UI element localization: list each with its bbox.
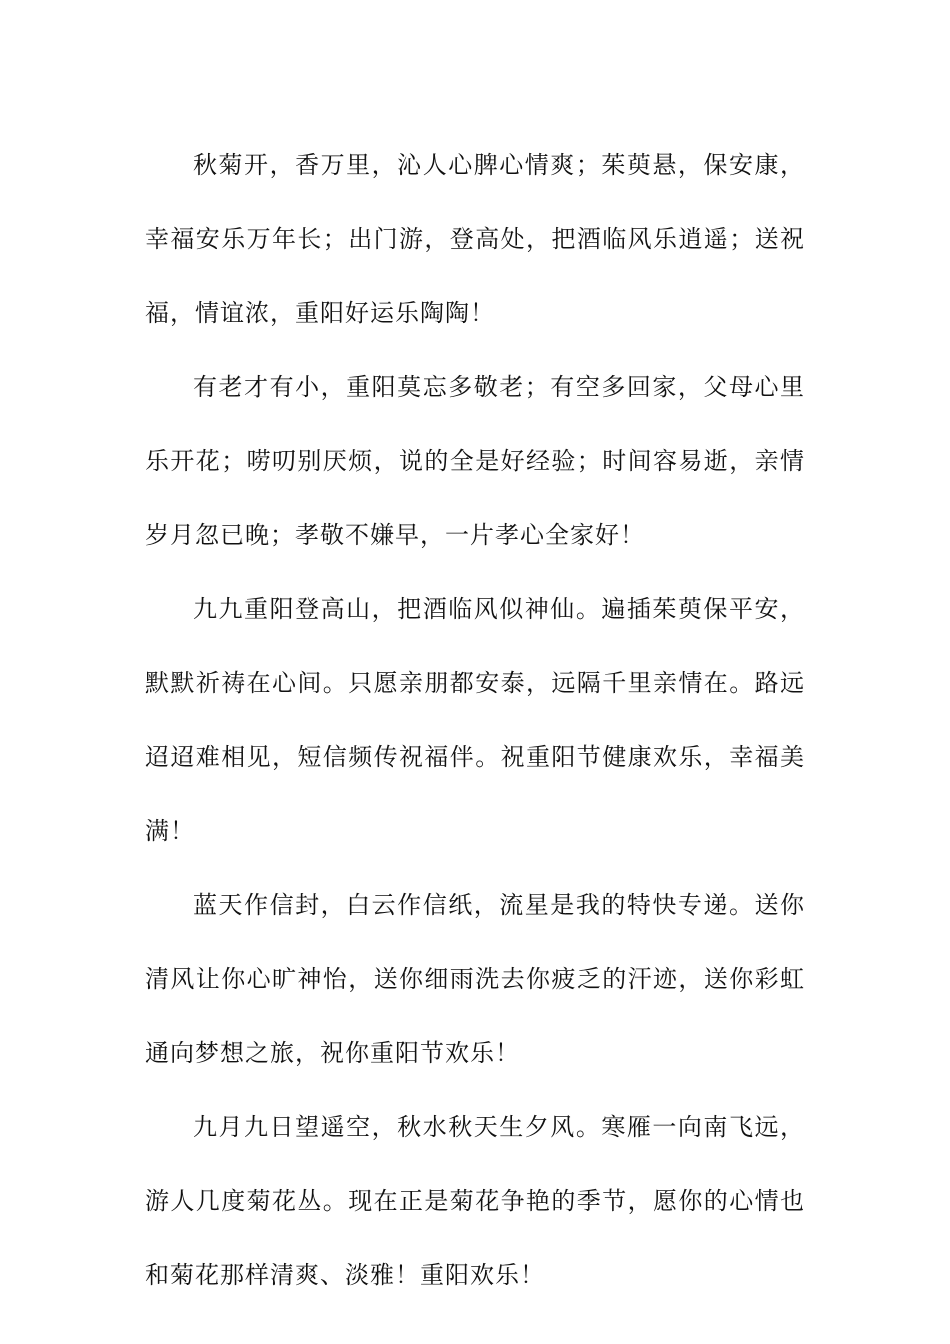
paragraph-2: 有老才有小，重阳莫忘多敬老；有空多回家，父母心里乐开花；唠叨别厌烦，说的全是好经验；时间容易逝，亲情岁月忽已晚；孝敬不嫌早，一片孝心全家好！ — [145, 373, 805, 549]
paragraph-1: 秋菊开，香万里，沁人心脾心情爽；茱萸悬，保安康，幸福安乐万年长；出门游，登高处，把酒临风乐逍遥；送祝福，情谊浓，重阳好运乐陶陶！ — [145, 151, 805, 327]
paragraph-3: 九九重阳登高山，把酒临风似神仙。遍插茱萸保平安，默默祈祷在心间。只愿亲朋都安泰，远隔千里亲情在。路远迢迢难相见，短信频传祝福伴。祝重阳节健康欢乐，幸福美满！ — [145, 595, 805, 845]
document-body — [145, 128, 805, 1312]
paragraph-4: 蓝天作信封，白云作信纸，流星是我的特快专递。送你清风让你心旷神怡，送你细雨洗去你疲乏的汗迹，送你彩虹通向梦想之旅，祝你重阳节欢乐！ — [145, 891, 805, 1067]
paragraph-5: 九月九日望遥空，秋水秋天生夕风。寒雁一向南飞远，游人几度菊花丛。现在正是菊花争艳的季节，愿你的心情也和菊花那样清爽、淡雅！重阳欢乐！ — [145, 1113, 805, 1289]
